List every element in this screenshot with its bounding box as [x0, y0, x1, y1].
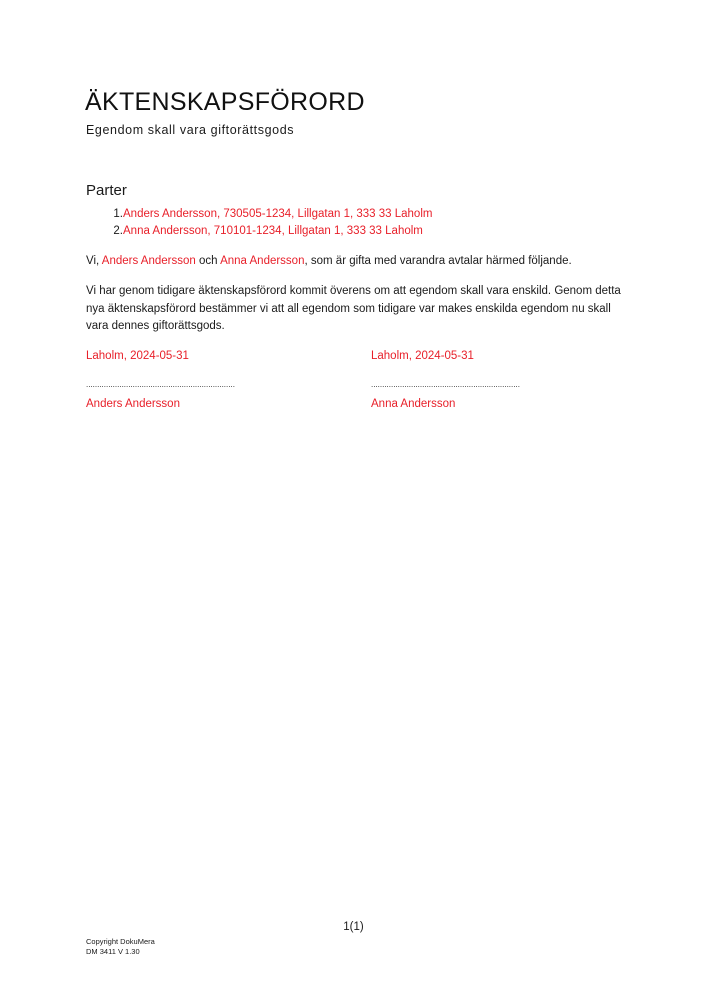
intro-party-1: Anders Andersson: [101, 255, 196, 267]
list-item: [86, 223, 432, 240]
intro-party-2: Anna Andersson: [220, 255, 305, 267]
signature-line-1: ...................................................................: [86, 380, 235, 389]
document-subtitle: Egendom skall vara giftorättsgods: [86, 123, 295, 137]
list-item: [86, 206, 432, 223]
page-number: 1(1): [343, 921, 364, 933]
footer: [86, 937, 155, 957]
section-heading-parties: Parter: [86, 182, 127, 199]
signature-name-1: Anders Andersson: [86, 398, 180, 410]
intro-prefix: Vi,: [86, 255, 102, 267]
agreement-paragraph: Vi har genom tidigare äktenskapsförord kommit överens om att egendom skall vara enskild. Genom detta nya äktenskapsförord bestämmer vi att all egendom som tidigare var makes enskilda egendom nu skall vara dennes giftorättsgods.: [86, 285, 621, 332]
intro-paragraph: [86, 253, 626, 271]
signature-name-2: Anna Andersson: [371, 398, 456, 410]
document-title: ÄKTENSKAPSFÖRORD: [85, 88, 365, 116]
intro-suffix: , som är gifta med varandra avtalar härmed följande.: [304, 255, 572, 267]
party-details: Anders Andersson, 730505-1234, Lillgatan 1, 333 33 Laholm: [123, 208, 433, 220]
party-number: 2.: [113, 224, 123, 237]
intro-mid: och: [195, 255, 221, 267]
party-number: 1.: [113, 208, 123, 220]
signature-line-2: ...................................................................: [371, 380, 520, 389]
footer-copyright: Copyright DokuMera: [86, 937, 155, 946]
party-details: Anna Andersson, 710101-1234, Lillgatan 1, 333 33 Laholm: [123, 224, 423, 237]
signature-place-date-2: Laholm, 2024-05-31: [371, 350, 474, 362]
footer-version: DM 3411 V 1.30: [86, 947, 140, 956]
party-list: [86, 206, 432, 239]
signature-place-date-1: Laholm, 2024-05-31: [86, 350, 189, 362]
